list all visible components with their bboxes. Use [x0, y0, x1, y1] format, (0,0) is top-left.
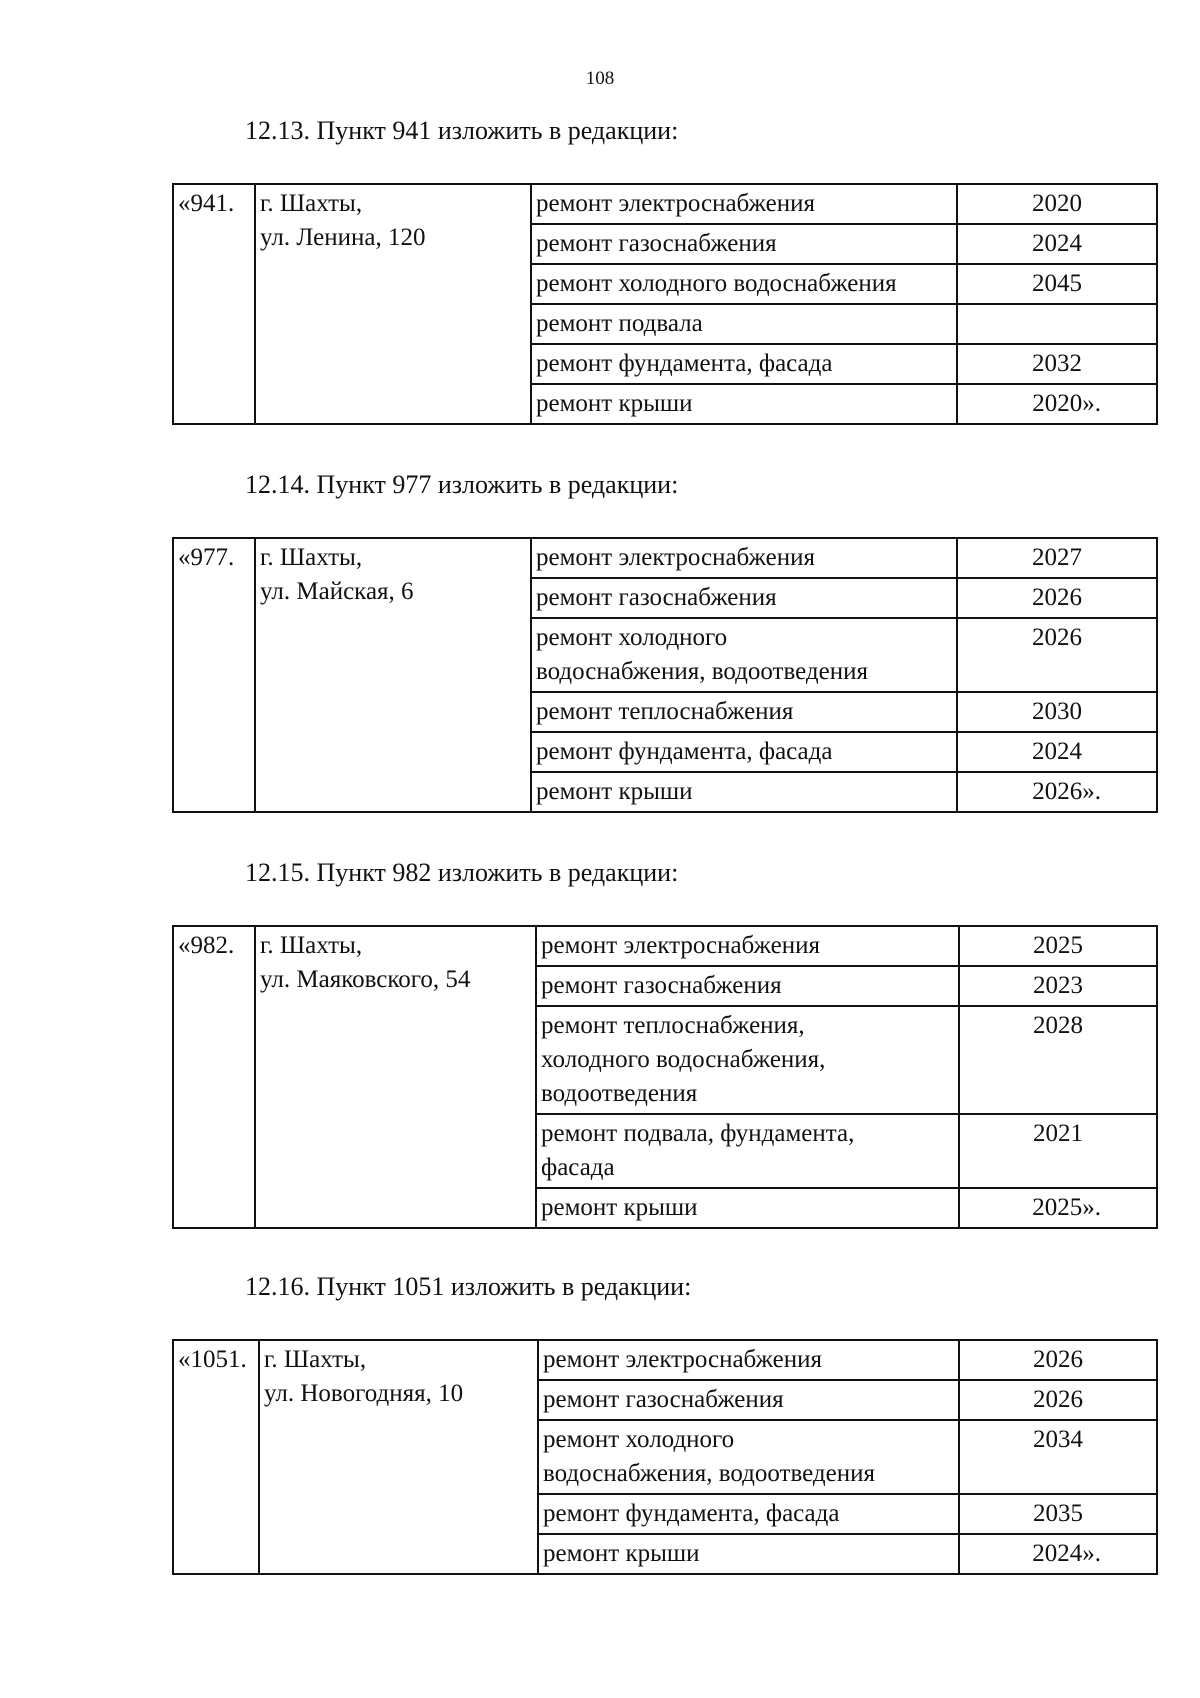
table-row — [173, 184, 1157, 224]
work-type: ремонт крыши — [531, 772, 957, 812]
work-type: ремонт подвала — [531, 304, 957, 344]
page-number: 108 — [585, 68, 615, 89]
work-type: ремонт фундамента, фасада — [531, 344, 957, 384]
work-year — [957, 304, 1157, 344]
work-year: 2024 — [957, 732, 1157, 772]
item-table-982 — [172, 925, 1158, 1229]
work-year: 2021 — [959, 1114, 1157, 1188]
work-year: 2026». — [957, 772, 1157, 812]
work-type: ремонт теплоснабжения, холодного водоснабжения, водоотведения — [536, 1006, 959, 1114]
work-type: ремонт холодного водоснабжения, водоотведения — [531, 618, 957, 692]
item-address — [255, 184, 531, 424]
item-address — [255, 538, 531, 812]
work-year: 2025 — [959, 926, 1157, 966]
address-city: г. Шахты, — [260, 544, 363, 571]
item-table-941 — [172, 183, 1158, 425]
address-street: ул. Ленина, 120 — [260, 224, 426, 251]
item-table-977 — [172, 537, 1158, 813]
work-type: ремонт крыши — [531, 384, 957, 424]
item-address — [259, 1340, 538, 1574]
address-street: ул. Маяковского, 54 — [260, 966, 471, 993]
work-year: 2020 — [957, 184, 1157, 224]
work-year: 2030 — [957, 692, 1157, 732]
work-year: 2023 — [959, 966, 1157, 1006]
address-street: ул. Новогодняя, 10 — [264, 1380, 464, 1407]
item-address — [255, 926, 536, 1228]
work-type: ремонт крыши — [538, 1534, 959, 1574]
work-year: 2020». — [957, 384, 1157, 424]
section-heading: 12.13. Пункт 941 изложить в редакции: — [245, 116, 679, 145]
work-year: 2024 — [957, 224, 1157, 264]
work-type: ремонт газоснабжения — [538, 1380, 959, 1420]
work-type: ремонт теплоснабжения — [531, 692, 957, 732]
work-year: 2026 — [957, 578, 1157, 618]
table-row — [173, 926, 1157, 966]
section-heading: 12.14. Пункт 977 изложить в редакции: — [245, 470, 679, 499]
work-year: 2028 — [959, 1006, 1157, 1114]
item-number: «977. — [173, 538, 255, 812]
address-city: г. Шахты, — [264, 1346, 367, 1373]
work-year: 2026 — [959, 1380, 1157, 1420]
work-year: 2027 — [957, 538, 1157, 578]
item-number: «1051. — [173, 1340, 259, 1574]
work-year: 2035 — [959, 1494, 1157, 1534]
work-type: ремонт газоснабжения — [536, 966, 959, 1006]
work-type: ремонт подвала, фундамента, фасада — [536, 1114, 959, 1188]
work-type: ремонт холодного водоснабжения — [531, 264, 957, 304]
work-type: ремонт газоснабжения — [531, 578, 957, 618]
work-year: 2024». — [959, 1534, 1157, 1574]
item-number: «941. — [173, 184, 255, 424]
work-type: ремонт крыши — [536, 1188, 959, 1228]
section-heading: 12.16. Пункт 1051 изложить в редакции: — [245, 1272, 692, 1301]
work-year: 2045 — [957, 264, 1157, 304]
address-city: г. Шахты, — [260, 190, 363, 217]
work-year: 2026 — [959, 1340, 1157, 1380]
work-type: ремонт фундамента, фасада — [538, 1494, 959, 1534]
work-year: 2026 — [957, 618, 1157, 692]
work-year: 2025». — [959, 1188, 1157, 1228]
work-type: ремонт газоснабжения — [531, 224, 957, 264]
work-type: ремонт фундамента, фасада — [531, 732, 957, 772]
work-year: 2034 — [959, 1420, 1157, 1494]
work-year: 2032 — [957, 344, 1157, 384]
table-row — [173, 1340, 1157, 1380]
address-city: г. Шахты, — [260, 932, 363, 959]
work-type: ремонт холодного водоснабжения, водоотведения — [538, 1420, 959, 1494]
section-heading: 12.15. Пункт 982 изложить в редакции: — [245, 858, 679, 887]
work-type: ремонт электроснабжения — [531, 184, 957, 224]
work-type: ремонт электроснабжения — [531, 538, 957, 578]
work-type: ремонт электроснабжения — [538, 1340, 959, 1380]
table-row — [173, 538, 1157, 578]
item-table-1051 — [172, 1339, 1158, 1575]
address-street: ул. Майская, 6 — [260, 578, 414, 605]
work-type: ремонт электроснабжения — [536, 926, 959, 966]
item-number: «982. — [173, 926, 255, 1228]
